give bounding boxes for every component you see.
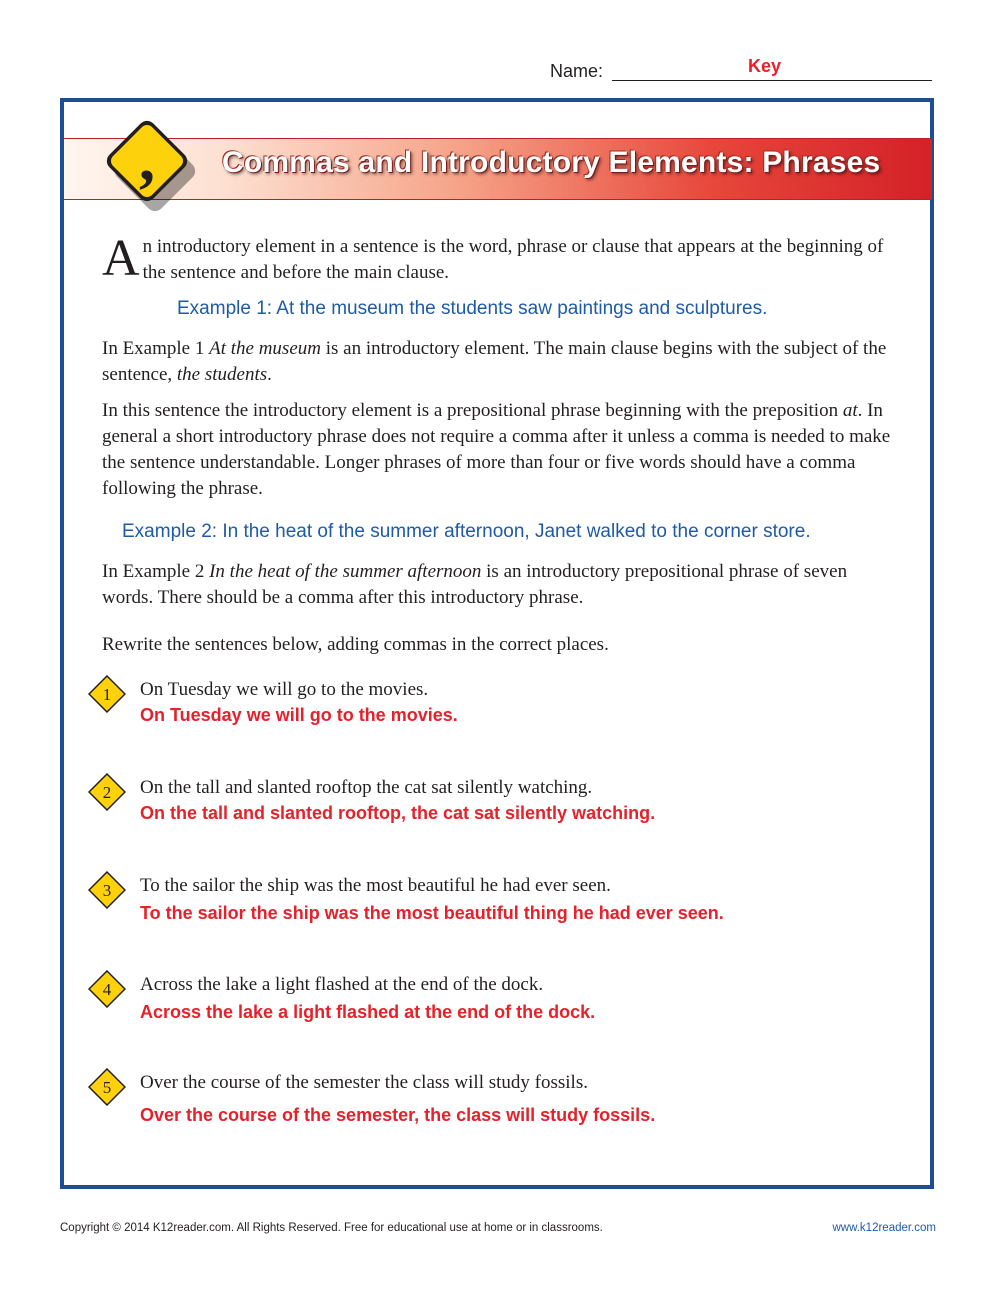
drop-cap: A: [102, 230, 140, 287]
example-1: Example 1: At the museum the students saw paintings and sculptures.: [177, 298, 768, 319]
sign-glyph: ,: [139, 123, 155, 194]
answer-text[interactable]: To the sailor the ship was the most beautiful thing he had ever seen.: [140, 903, 724, 923]
example-2: Example 2: In the heat of the summer afternoon, Janet walked to the corner store.: [122, 521, 811, 542]
question-prompt: To the sailor the ship was the most beautiful he had ever seen.: [140, 875, 611, 896]
question-number: 2: [102, 783, 112, 802]
comma-sign-icon: [96, 110, 214, 228]
paragraph-1: [102, 336, 902, 388]
answer-text[interactable]: On Tuesday we will go to the movies.: [140, 705, 458, 725]
answer-text[interactable]: Across the lake a light flashed at the end of the dock.: [140, 1002, 596, 1022]
para1-text-b: is an introductory element. The main clause begins with the subject of the sentence,: [102, 338, 887, 385]
paragraph-2: [102, 398, 902, 502]
paragraph-3: [102, 559, 902, 611]
question-number: 3: [102, 881, 112, 900]
instructions: Rewrite the sentences below, adding commas in the correct places.: [102, 634, 609, 655]
para1-text-a: In Example 1: [102, 338, 210, 359]
number-badge-icon: [88, 970, 126, 1008]
intro-paragraph: [102, 230, 902, 287]
question-prompt: On the tall and slanted rooftop the cat sat silently watching.: [140, 777, 593, 798]
para2-text-b: . In general a short introductory phrase does not require a comma after it unless a comma is needed to make the sentence understandable. Longer phrases of more than four or five words should have a comma following the phrase.: [102, 400, 891, 499]
para1-emphasis-2: the students: [176, 364, 268, 385]
para2-text-a: In this sentence the introductory element is a prepositional phrase beginning with the preposition: [102, 400, 843, 421]
answer-text[interactable]: Over the course of the semester, the class will study fossils.: [140, 1105, 656, 1125]
question-number: 4: [102, 980, 112, 999]
para1-emphasis-1: At the museum: [209, 338, 321, 359]
question-number: 1: [102, 685, 112, 704]
name-label: Name:: [550, 61, 604, 81]
question-prompt: Across the lake a light flashed at the end of the dock.: [140, 974, 544, 995]
intro-text: n introductory element in a sentence is the word, phrase or clause that appears at the beginning of the sentence and before the main clause.: [142, 236, 884, 283]
para3-text-b: is an introductory prepositional phrase of seven words. There should be a comma after this introductory phrase.: [102, 561, 848, 608]
copyright-text: Copyright © 2014 K12reader.com. All Rights Reserved. Free for educational use at home or in classrooms.: [60, 1222, 603, 1234]
para3-text-a: In Example 2: [102, 561, 210, 582]
question-prompt: On Tuesday we will go to the movies.: [140, 679, 429, 700]
website-link[interactable]: www.k12reader.com: [832, 1222, 936, 1234]
answer-text[interactable]: On the tall and slanted rooftop, the cat sat silently watching.: [140, 803, 656, 823]
para1-text-c: .: [267, 364, 272, 385]
name-line: [612, 80, 932, 81]
question-number: 5: [102, 1078, 112, 1097]
para2-emphasis-1: at: [842, 400, 858, 421]
question-prompt: Over the course of the semester the class will study fossils.: [140, 1072, 588, 1093]
number-badge-icon: [88, 675, 126, 713]
para3-emphasis-1: In the heat of the summer afternoon: [209, 561, 482, 582]
number-badge-icon: [88, 871, 126, 909]
page-title: Commas and Introductory Elements: Phrases: [222, 146, 881, 179]
name-field[interactable]: Key: [747, 56, 782, 76]
number-badge-icon: [88, 773, 126, 811]
number-badge-icon: [88, 1068, 126, 1106]
